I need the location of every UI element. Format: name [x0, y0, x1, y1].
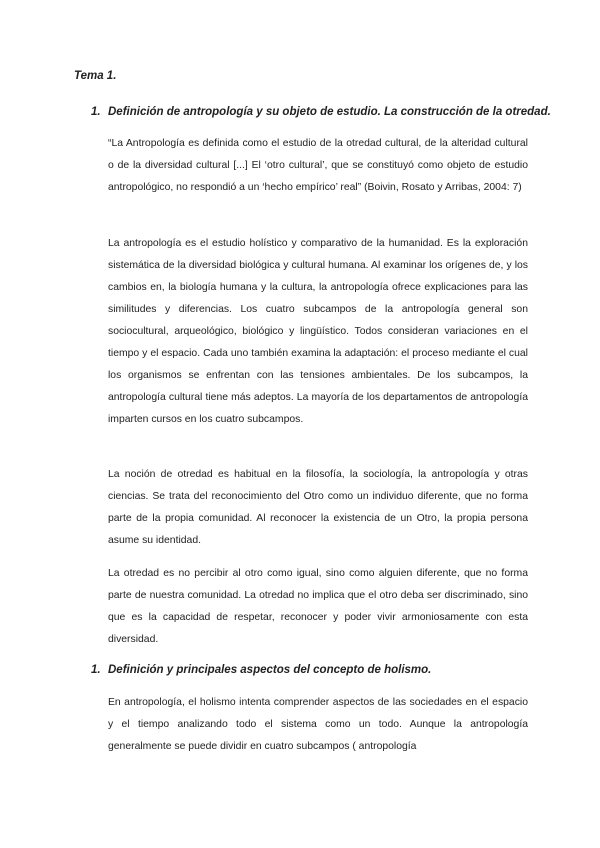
- section-title: Definición y principales aspectos del concepto de holismo.: [108, 664, 432, 676]
- section-number: 1.: [91, 106, 101, 118]
- section-number: 1.: [91, 664, 101, 676]
- paragraph-otredad-definicion: La otredad es no percibir al otro como igual, sino como alguien diferente, que no forma parte de nuestra comunidad. La otredad no implica que el otro deba ser discriminado, sino que es la capacidad de respetar, reconocer y poder vivir armoniosamente con esta diversidad.: [108, 568, 528, 645]
- paragraph-holismo: En antropología, el holismo intenta comprender aspectos de las sociedades en el espacio y el tiempo analizando todo el sistema como un todo. Aunque la antropología generalmente se puede dividir en cuatro subcampos ( antropología: [108, 697, 528, 752]
- paragraph-otredad-nocion: La noción de otredad es habitual en la filosofía, la sociología, la antropología y otras ciencias. Se trata del reconocimiento del Otro como un individuo diferente, que no forma parte de la propia comunidad. Al reconocer la existencia de un Otro, la propia persona asume su identidad.: [108, 469, 528, 546]
- topic-label: Tema 1.: [74, 70, 117, 82]
- section-title: Definición de antropología y su objeto de estudio. La construcción de la otredad.: [108, 106, 551, 118]
- quote-paragraph: “La Antropología es definida como el estudio de la otredad cultural, de la alteridad cultural o de la diversidad cultural [...] El ‘otro cultural’, que se constituyó como objeto de estudio antropológico, no respondió a un ‘hecho empírico’ real” (Boivin, Rosato y Arribas, 2004: 7): [108, 138, 528, 193]
- paragraph-antropologia: La antropología es el estudio holístico y comparativo de la humanidad. Es la exploración sistemática de la diversidad biológica y cultural humana. Al examinar los orígenes de, y los cambios en, la biología humana y la cultura, la antropología ofrece explicaciones para las similitudes y diferencias. Los cuatro subcampos de la antropología general son sociocultural, arqueológico, biológico y lingüístico. Todos consideran variaciones en el tiempo y el espacio. Cada uno también examina la adaptación: el proceso mediante el cual los organismos se enfrentan con las tensiones ambientales. De los subcampos, la antropología cultural tiene más adeptos. La mayoría de los departamentos de antropología imparten cursos en los cuatro subcampos.: [108, 238, 528, 425]
- section-heading-otredad: [91, 106, 551, 118]
- section-heading-holismo: [91, 664, 531, 676]
